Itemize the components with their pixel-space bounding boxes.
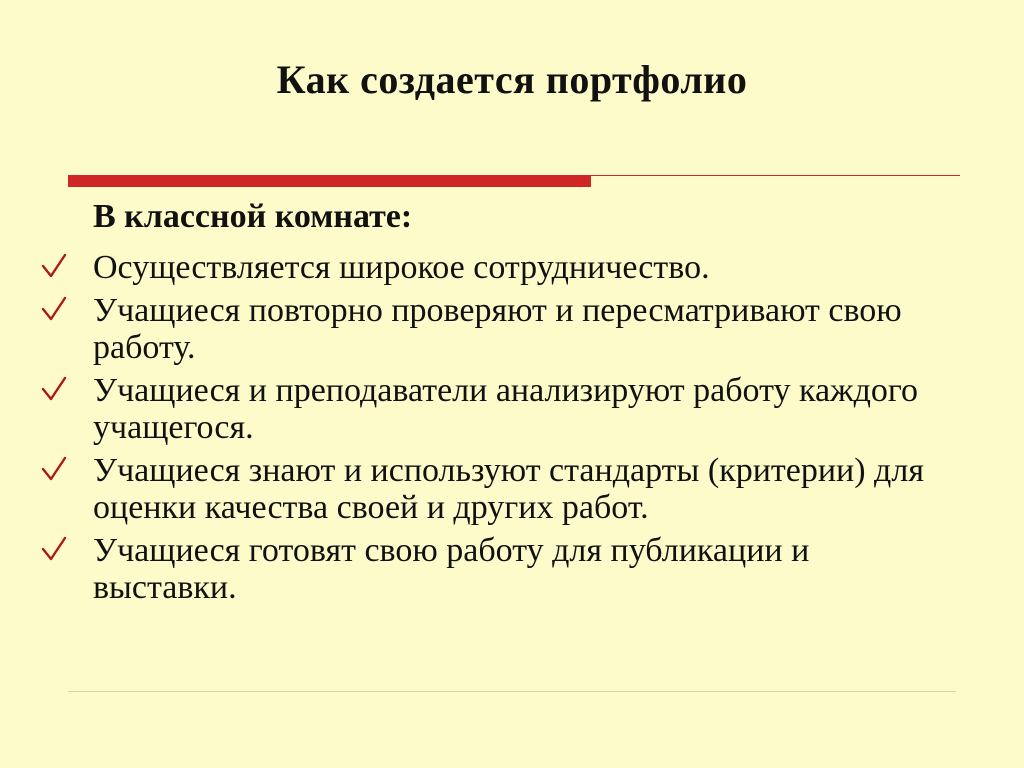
- bullet-text: Учащиеся готовят свою работу для публикации и выставки.: [93, 532, 810, 606]
- checkmark-icon: [40, 295, 68, 323]
- bullet-item: [40, 249, 960, 286]
- bullet-text: Осуществляется широкое сотрудничество.: [93, 249, 710, 286]
- bullet-item: [40, 532, 960, 606]
- checkmark-icon: [40, 535, 68, 563]
- section-heading: В классной комнате:: [93, 198, 413, 235]
- bullet-text: Учащиеся знают и используют стандарты (критерии) для оценки качества своей и других работ.: [93, 452, 924, 526]
- checkmark-icon: [40, 252, 68, 280]
- checkmark-icon: [40, 375, 68, 403]
- bullet-item: [40, 292, 960, 366]
- bottom-divider: [68, 691, 956, 692]
- slide-title: Как создается портфолио: [276, 57, 748, 102]
- bullet-item: [40, 452, 960, 526]
- checkmark-icon: [40, 455, 68, 483]
- bullet-list: [40, 249, 960, 612]
- bullet-text: Учащиеся повторно проверяют и пересматривают свою работу.: [93, 292, 902, 366]
- bullet-text: Учащиеся и преподаватели анализируют работу каждого учащегося.: [93, 372, 918, 446]
- accent-bar: [68, 175, 591, 187]
- accent-line: [591, 175, 960, 176]
- bullet-item: [40, 372, 960, 446]
